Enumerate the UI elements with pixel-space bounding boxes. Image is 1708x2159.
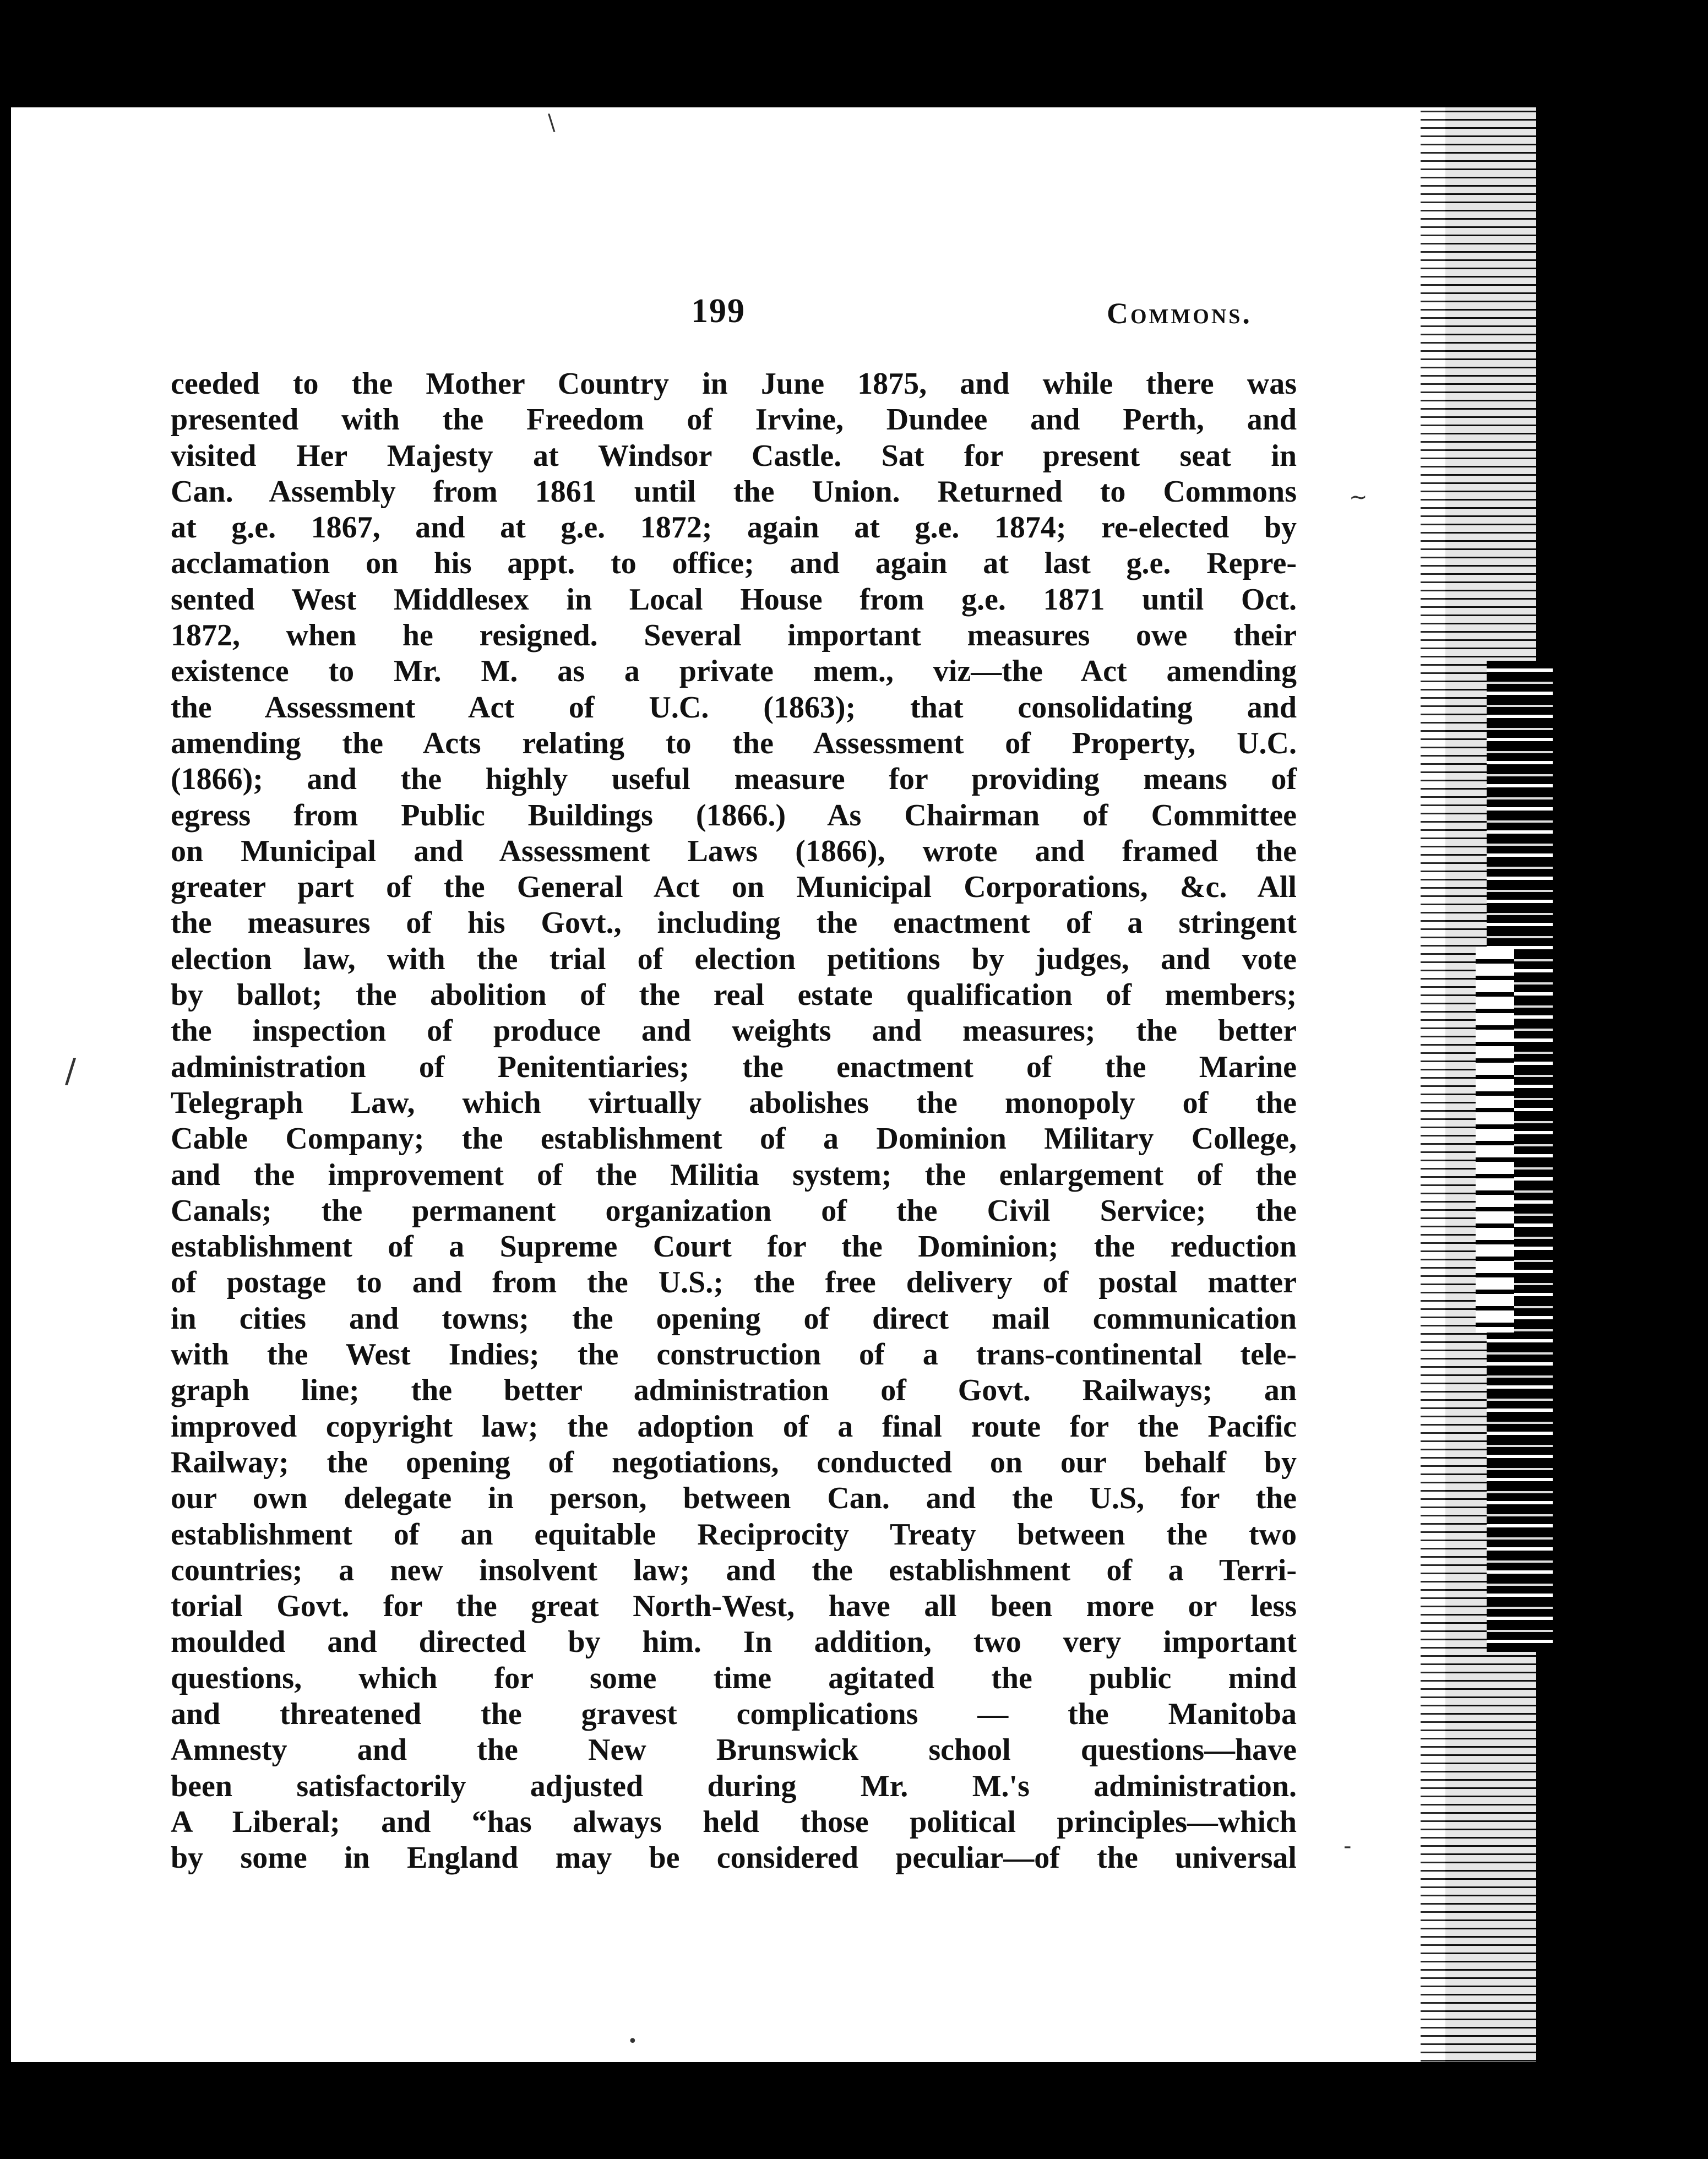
body-text — [171, 366, 1297, 1876]
text-line: countries; a new insolvent law; and the establishment of a Terri- — [171, 1553, 1297, 1587]
text-line: Can. Assembly from 1861 until the Union. Returned to Commons — [171, 474, 1297, 509]
text-line: by some in England may be considered peculiar—of the universal — [171, 1841, 1297, 1875]
text-line: 1872, when he resigned. Several important measures owe their — [171, 618, 1297, 653]
text-line: greater part of the General Act on Municipal Corporations, &c. All — [171, 870, 1297, 905]
text-line: graph line; the better administration of Govt. Railways; an — [171, 1373, 1297, 1408]
text-line: A Liberal; and “has always held those political principles—which — [171, 1804, 1297, 1839]
text-line: Telegraph Law, which virtually abolishes the monopoly of the — [171, 1085, 1297, 1120]
text-line: acclamation on his appt. to office; and again at last g.e. Repre- — [171, 546, 1297, 581]
library-stamp — [1476, 947, 1514, 1333]
text-line: presented with the Freedom of Irvine, Dundee and Perth, and — [171, 403, 1297, 437]
text-line: Railway; the opening of negotiations, conducted on our behalf by — [171, 1445, 1297, 1480]
text-line: of postage to and from the U.S.; the free delivery of postal matter — [171, 1265, 1297, 1300]
scan-speck: ~ — [1349, 485, 1368, 510]
text-line: the Assessment Act of U.C. (1863); that consolidating and — [171, 690, 1297, 725]
text-line: torial Govt. for the great North-West, have all been more or less — [171, 1589, 1297, 1624]
text-line: establishment of an equitable Reciprocity Treaty between the two — [171, 1517, 1297, 1552]
text-line: administration of Penitentiaries; the enactment of the Marine — [171, 1049, 1297, 1084]
text-line: Amnesty and the New Brunswick school questions—have — [171, 1733, 1297, 1768]
text-line: the measures of his Govt., including the enactment of a stringent — [171, 906, 1297, 940]
scan-speck: \ — [548, 110, 556, 135]
text-line: existence to Mr. M. as a private mem., viz—the Act amending — [171, 654, 1297, 689]
text-line: Canals; the permanent organization of the Civil Service; the — [171, 1193, 1297, 1228]
text-line: been satisfactorily adjusted during Mr. M.'s administration. — [171, 1769, 1297, 1803]
text-line: and threatened the gravest complications — the Manitoba — [171, 1696, 1297, 1731]
text-line: visited Her Majesty at Windsor Castle. Sat for present seat in — [171, 438, 1297, 473]
text-line: amending the Acts relating to the Assessment of Property, U.C. — [171, 726, 1297, 760]
text-line: (1866); and the highly useful measure for providing means of — [171, 762, 1297, 797]
page-number: 199 — [691, 292, 746, 330]
scan-speck: / — [65, 1052, 77, 1090]
scan-speck: - — [1343, 1834, 1352, 1859]
running-head: Commons. — [1107, 297, 1252, 330]
text-line: moulded and directed by him. In addition, two very important — [171, 1625, 1297, 1660]
text-line: with the West Indies; the construction of a trans-continental tele- — [171, 1337, 1297, 1372]
scan-speck: • — [628, 2032, 638, 2051]
text-line: ceeded to the Mother Country in June 1875, and while there was — [171, 367, 1297, 401]
text-line: establishment of a Supreme Court for the Dominion; the reduction — [171, 1230, 1297, 1264]
text-line: improved copyright law; the adoption of a final route for the Pacific — [171, 1409, 1297, 1444]
page-header — [0, 292, 1434, 341]
text-line: election law, with the trial of election petitions by judges, and vote — [171, 942, 1297, 976]
text-line: and the improvement of the Militia system; the enlargement of the — [171, 1157, 1297, 1192]
text-line: Cable Company; the establishment of a Dominion Military College, — [171, 1122, 1297, 1156]
text-line: sented West Middlesex in Local House from g.e. 1871 until Oct. — [171, 582, 1297, 617]
text-line: at g.e. 1867, and at g.e. 1872; again at g.e. 1874; re-elected by — [171, 510, 1297, 545]
text-line: the inspection of produce and weights and measures; the better — [171, 1014, 1297, 1048]
text-line: by ballot; the abolition of the real estate qualification of members; — [171, 978, 1297, 1013]
text-line: on Municipal and Assessment Laws (1866), wrote and framed the — [171, 834, 1297, 868]
text-line: in cities and towns; the opening of direct mail communication — [171, 1301, 1297, 1336]
text-line: egress from Public Buildings (1866.) As Chairman of Committee — [171, 798, 1297, 833]
text-line: our own delegate in person, between Can. and the U.S, for the — [171, 1481, 1297, 1516]
text-line: questions, which for some time agitated the public mind — [171, 1661, 1297, 1695]
